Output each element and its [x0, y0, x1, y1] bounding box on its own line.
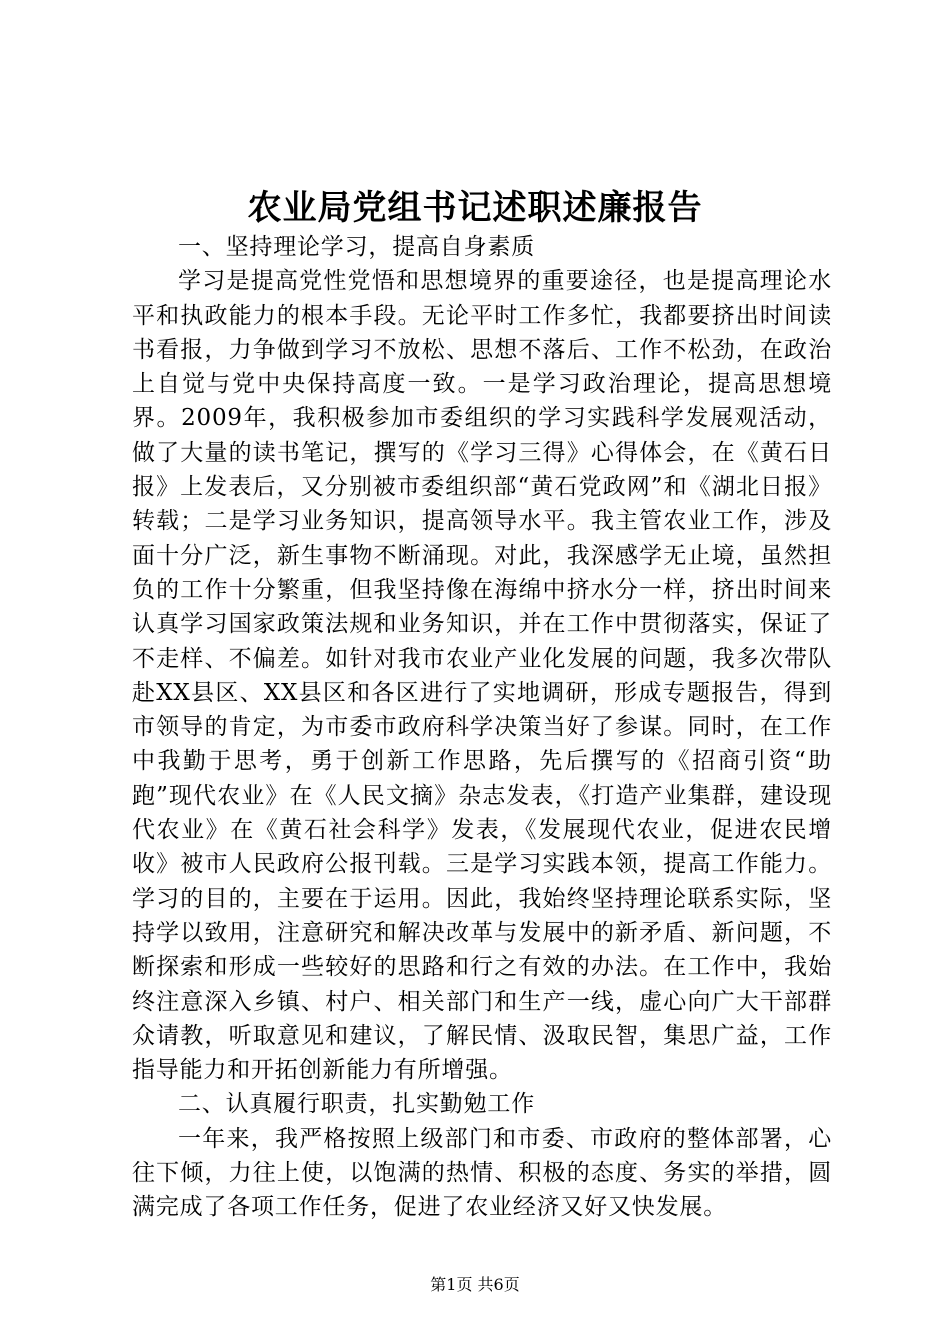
section-heading-1: 一、坚持理论学习，提高自身素质: [178, 234, 535, 260]
document-title: 农业局党组书记述职述廉报告: [247, 188, 703, 228]
body-paragraph-2: 一年来，我严格按照上级部门和市委、市政府的整体部署，心往下倾，力往上使，以饱满的热情、积极的态度、务实的举措，圆满完成了各项工作任务，促进了农业经济又好又快发展。: [132, 1125, 832, 1221]
body-paragraph-1: 学习是提高党性党悟和思想境界的重要途径，也是提高理论水平和执政能力的根本手段。无论平时工作多忙，我都要挤出时间读书看报，力争做到学习不放松、思想不落后、工作不松劲，在政治上自觉与党中央保持高度一致。一是学习政治理论，提高思想境界。2009年，我积极参加市委组织的学习实践科学发展观活动，做了大量的读书笔记，撰写的《学习三得》心得体会，在《黄石日报》上发表后，又分别被市委组织部“黄石党政网”和《湖北日报》转载；二是学习业务知识，提高领导水平。我主管农业工作，涉及面十分广泛，新生事物不断涌现。对此，我深感学无止境，虽然担负的工作十分繁重，但我坚持像在海绵中挤水分一样，挤出时间来认真学习国家政策法规和业务知识，并在工作中贯彻落实，保证了不走样、不偏差。如针对我市农业产业化发展的问题，我多次带队赴XX县区、XX县区和各区进行了实地调研，形成专题报告，得到市领导的肯定，为市委市政府科学决策当好了参谋。同时，在工作中我勤于思考，勇于创新工作思路，先后撰写的《招商引资“助跑”现代农业》在《人民文摘》杂志发表，《打造产业集群，建设现代农业》在《黄石社会科学》发表，《发展现代农业，促进农民增收》被市人民政府公报刊载。三是学习实践本领，提高工作能力。学习的目的，主要在于运用。因此，我始终坚持理论联系实际，坚持学以致用，注意研究和解决改革与发展中的新矛盾、新问题，不断探索和形成一些较好的思路和行之有效的办法。在工作中，我始终注意深入乡镇、村户、相关部门和生产一线，虚心向广大干部群众请教，听取意见和建议，了解民情、汲取民智，集思广益，工作指导能力和开拓创新能力有所增强。: [132, 268, 832, 1084]
document-body: [132, 230, 832, 1225]
section-heading-2: 二、认真履行职责，扎实勤勉工作: [178, 1091, 535, 1118]
page-number-footer: 第1页 共6页: [430, 1275, 520, 1294]
